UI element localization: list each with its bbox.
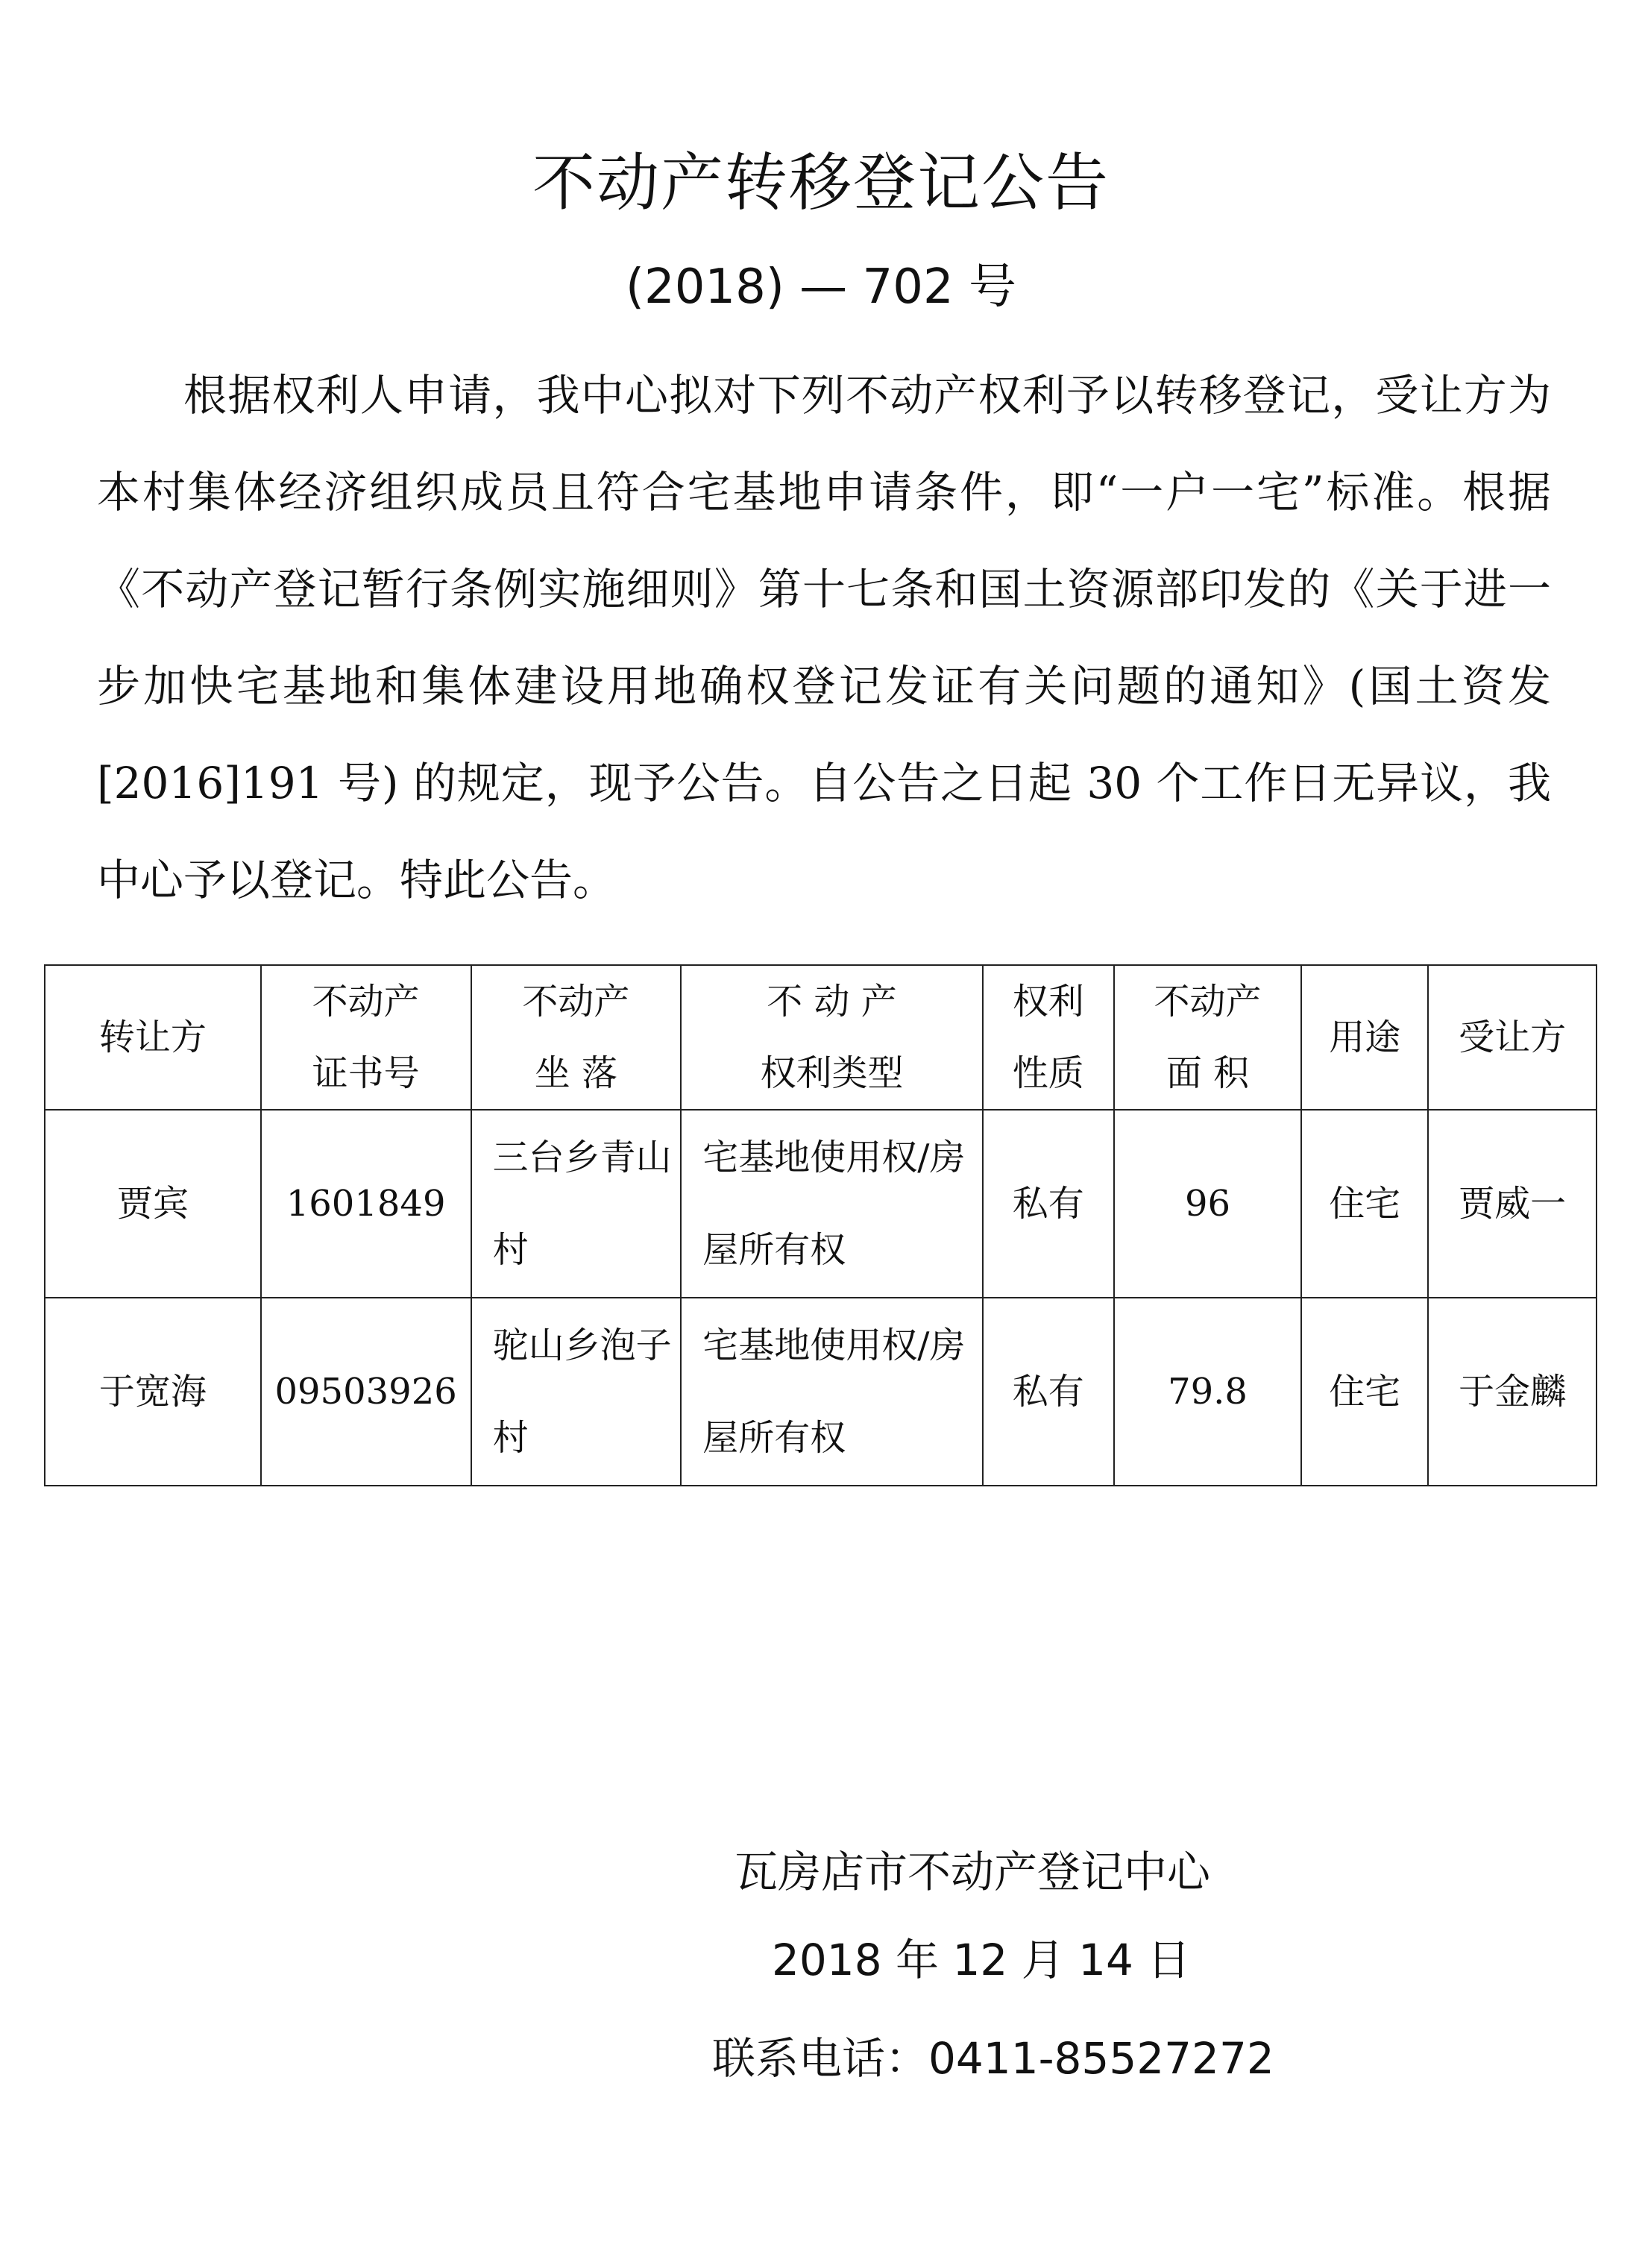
transfer-table bbox=[44, 964, 1597, 1486]
header-area: 不动产 面 积 bbox=[1114, 965, 1302, 1110]
cell-usage: 住宅 bbox=[1301, 1298, 1428, 1486]
cell-transferor: 贾宾 bbox=[45, 1110, 261, 1298]
header-right-type: 不 动 产 权利类型 bbox=[681, 965, 983, 1110]
cell-area: 79.8 bbox=[1114, 1298, 1302, 1486]
issue-date: 2018 年 12 月 14 日 bbox=[772, 1935, 1191, 1985]
cell-area: 96 bbox=[1114, 1110, 1302, 1298]
contact-phone: 联系电话：0411-85527272 bbox=[712, 2033, 1274, 2084]
table-row bbox=[45, 1110, 1597, 1298]
cell-usage: 住宅 bbox=[1301, 1110, 1428, 1298]
cell-right-nature: 私有 bbox=[983, 1298, 1114, 1486]
header-transferor: 转让方 bbox=[45, 965, 261, 1110]
cell-transferee: 于金麟 bbox=[1428, 1298, 1597, 1486]
notice-title: 不动产转移登记公告 bbox=[532, 146, 1110, 219]
header-certificate-no: 不动产 证书号 bbox=[261, 965, 471, 1110]
cell-transferor: 于宽海 bbox=[45, 1298, 261, 1486]
document-number: (2018) — 702 号 bbox=[626, 260, 1016, 315]
cell-location: 驼山乡泡子村 bbox=[471, 1298, 682, 1486]
cell-location: 三台乡青山村 bbox=[471, 1110, 682, 1298]
cell-right-nature: 私有 bbox=[983, 1110, 1114, 1298]
header-usage: 用途 bbox=[1301, 965, 1428, 1110]
issuing-organization: 瓦房店市不动产登记中心 bbox=[735, 1847, 1211, 1897]
cell-transferee: 贾威一 bbox=[1428, 1110, 1597, 1298]
cell-certificate-no: 09503926 bbox=[261, 1298, 471, 1486]
cell-right-type: 宅基地使用权/房屋所有权 bbox=[681, 1110, 983, 1298]
cell-certificate-no: 1601849 bbox=[261, 1110, 471, 1298]
header-right-nature: 权利 性质 bbox=[983, 965, 1114, 1110]
table-row bbox=[45, 1298, 1597, 1486]
cell-right-type: 宅基地使用权/房屋所有权 bbox=[681, 1298, 983, 1486]
table-header-row bbox=[45, 965, 1597, 1110]
notice-body bbox=[97, 347, 1551, 929]
header-location: 不动产 坐 落 bbox=[471, 965, 682, 1110]
notice-paragraph: 根据权利人申请，我中心拟对下列不动产权利予以转移登记，受让方为本村集体经济组织成员且符合宅基地申请条件，即“一户一宅”标准。根据《不动产登记暂行条例实施细则》第十七条和国土资源部印发的《关于进一步加快宅基地和集体建设用地确权登记发证有关问题的通知》(国土资发[2016]191 号) 的规定，现予公告。自公告之日起 30 个工作日无异议，我中心予以登记。特此公告。 bbox=[97, 370, 1551, 905]
header-transferee: 受让方 bbox=[1428, 965, 1597, 1110]
